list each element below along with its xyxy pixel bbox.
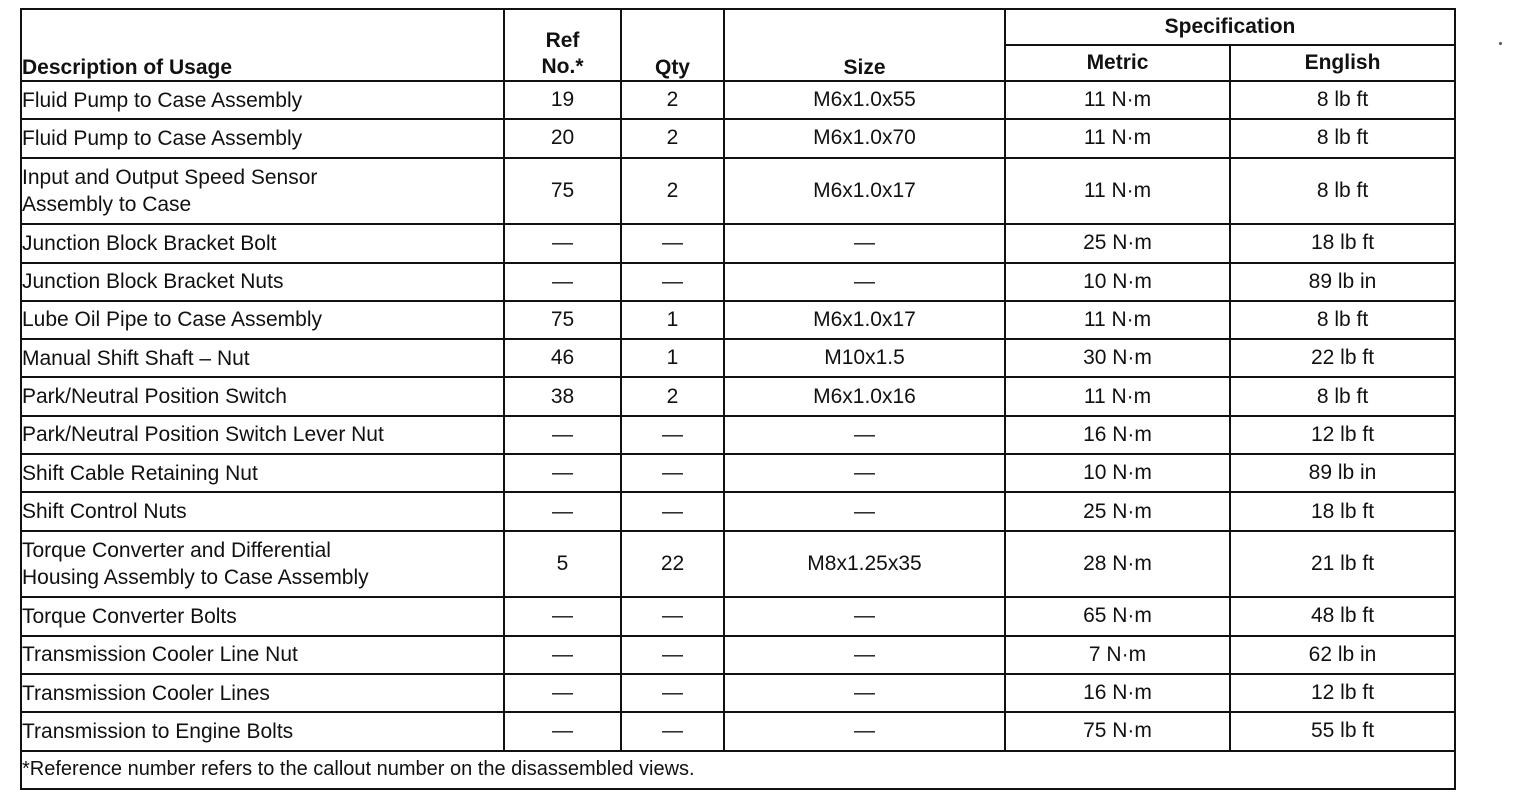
- table-row: [21, 636, 1455, 674]
- cell-metric: 11 N·m: [1005, 81, 1230, 119]
- cell-description: Torque Converter and Differential Housing Assembly to Case Assembly: [21, 531, 504, 598]
- table-row: [21, 454, 1455, 492]
- cell-metric: 28 N·m: [1005, 531, 1230, 598]
- cell-description: Shift Control Nuts: [21, 492, 504, 530]
- cell-ref-no: 19: [504, 81, 621, 119]
- cell-qty: —: [621, 674, 724, 712]
- header-english: English: [1230, 45, 1455, 81]
- table-row: [21, 224, 1455, 262]
- table-row: [21, 301, 1455, 339]
- table-row: [21, 492, 1455, 530]
- cell-qty: —: [621, 712, 724, 750]
- cell-qty: 2: [621, 119, 724, 157]
- cell-ref-no: 20: [504, 119, 621, 157]
- cell-metric: 16 N·m: [1005, 674, 1230, 712]
- cell-description: Transmission to Engine Bolts: [21, 712, 504, 750]
- cell-metric: 10 N·m: [1005, 454, 1230, 492]
- header-ref-line1: Ref: [545, 29, 580, 52]
- cell-description: Shift Cable Retaining Nut: [21, 454, 504, 492]
- cell-english: 55 lb ft: [1230, 712, 1455, 750]
- table-row: [21, 81, 1455, 119]
- cell-size: M6x1.0x17: [724, 158, 1005, 225]
- cell-size: —: [724, 674, 1005, 712]
- cell-qty: —: [621, 492, 724, 530]
- cell-ref-no: —: [504, 454, 621, 492]
- cell-english: 8 lb ft: [1230, 377, 1455, 415]
- table-row: [21, 377, 1455, 415]
- cell-ref-no: —: [504, 224, 621, 262]
- cell-english: 89 lb in: [1230, 263, 1455, 301]
- cell-size: —: [724, 416, 1005, 454]
- cell-ref-no: 75: [504, 158, 621, 225]
- header-qty: Qty: [621, 9, 724, 81]
- cell-size: M6x1.0x17: [724, 301, 1005, 339]
- cell-ref-no: —: [504, 492, 621, 530]
- cell-ref-no: —: [504, 636, 621, 674]
- table-row: [21, 712, 1455, 750]
- cell-description: Junction Block Bracket Bolt: [21, 224, 504, 262]
- cell-english: 21 lb ft: [1230, 531, 1455, 598]
- cell-english: 62 lb in: [1230, 636, 1455, 674]
- cell-ref-no: 46: [504, 339, 621, 377]
- cell-description: Torque Converter Bolts: [21, 597, 504, 635]
- cell-ref-no: —: [504, 674, 621, 712]
- cell-qty: 2: [621, 81, 724, 119]
- cell-qty: —: [621, 416, 724, 454]
- cell-ref-no: 38: [504, 377, 621, 415]
- cell-description: Fluid Pump to Case Assembly: [21, 81, 504, 119]
- header-specification: Specification: [1005, 9, 1455, 45]
- footnote: *Reference number refers to the callout number on the disassembled views.: [21, 751, 1455, 790]
- cell-english: 8 lb ft: [1230, 158, 1455, 225]
- cell-metric: 11 N·m: [1005, 301, 1230, 339]
- cell-english: 22 lb ft: [1230, 339, 1455, 377]
- cell-size: —: [724, 492, 1005, 530]
- footnote-row: [21, 751, 1455, 790]
- header-size: Size: [724, 9, 1005, 81]
- cell-size: M6x1.0x16: [724, 377, 1005, 415]
- cell-metric: 25 N·m: [1005, 224, 1230, 262]
- cell-description: Lube Oil Pipe to Case Assembly: [21, 301, 504, 339]
- cell-qty: 1: [621, 339, 724, 377]
- cell-english: 18 lb ft: [1230, 492, 1455, 530]
- cell-description: Input and Output Speed Sensor Assembly to Case: [21, 158, 504, 225]
- cell-metric: 25 N·m: [1005, 492, 1230, 530]
- cell-qty: 22: [621, 531, 724, 598]
- cell-metric: 11 N·m: [1005, 377, 1230, 415]
- table-row: [21, 263, 1455, 301]
- cell-english: 89 lb in: [1230, 454, 1455, 492]
- cell-size: M6x1.0x55: [724, 81, 1005, 119]
- cell-description: Park/Neutral Position Switch: [21, 377, 504, 415]
- cell-english: 48 lb ft: [1230, 597, 1455, 635]
- cell-size: —: [724, 712, 1005, 750]
- cell-qty: 2: [621, 377, 724, 415]
- cell-description: Park/Neutral Position Switch Lever Nut: [21, 416, 504, 454]
- torque-spec-table: [20, 8, 1456, 790]
- cell-description: Transmission Cooler Lines: [21, 674, 504, 712]
- cell-size: M8x1.25x35: [724, 531, 1005, 598]
- table-row: [21, 119, 1455, 157]
- table-row: [21, 158, 1455, 225]
- cell-size: —: [724, 454, 1005, 492]
- cell-english: 12 lb ft: [1230, 674, 1455, 712]
- cell-ref-no: —: [504, 712, 621, 750]
- cell-description: Fluid Pump to Case Assembly: [21, 119, 504, 157]
- cell-qty: 2: [621, 158, 724, 225]
- cell-english: 18 lb ft: [1230, 224, 1455, 262]
- table-row: [21, 597, 1455, 635]
- speck-mark: [1499, 42, 1502, 45]
- cell-metric: 75 N·m: [1005, 712, 1230, 750]
- table-row: [21, 674, 1455, 712]
- cell-description: Manual Shift Shaft – Nut: [21, 339, 504, 377]
- cell-size: M6x1.0x70: [724, 119, 1005, 157]
- cell-ref-no: —: [504, 597, 621, 635]
- cell-qty: —: [621, 636, 724, 674]
- cell-size: —: [724, 597, 1005, 635]
- cell-ref-no: 75: [504, 301, 621, 339]
- cell-metric: 65 N·m: [1005, 597, 1230, 635]
- table-row: [21, 531, 1455, 598]
- cell-qty: —: [621, 597, 724, 635]
- header-ref-line2: No.*: [541, 55, 584, 78]
- cell-english: 8 lb ft: [1230, 301, 1455, 339]
- table-body: [21, 81, 1455, 789]
- cell-qty: —: [621, 263, 724, 301]
- header-description: Description of Usage: [21, 9, 504, 81]
- cell-qty: —: [621, 224, 724, 262]
- cell-size: —: [724, 224, 1005, 262]
- table-row: [21, 416, 1455, 454]
- cell-size: —: [724, 263, 1005, 301]
- cell-size: —: [724, 636, 1005, 674]
- cell-ref-no: 5: [504, 531, 621, 598]
- cell-metric: 10 N·m: [1005, 263, 1230, 301]
- header-ref-no: [504, 9, 621, 81]
- cell-ref-no: —: [504, 263, 621, 301]
- cell-english: 12 lb ft: [1230, 416, 1455, 454]
- cell-qty: —: [621, 454, 724, 492]
- cell-english: 8 lb ft: [1230, 81, 1455, 119]
- cell-ref-no: —: [504, 416, 621, 454]
- cell-metric: 16 N·m: [1005, 416, 1230, 454]
- cell-description: Junction Block Bracket Nuts: [21, 263, 504, 301]
- cell-metric: 30 N·m: [1005, 339, 1230, 377]
- table-row: [21, 339, 1455, 377]
- cell-metric: 7 N·m: [1005, 636, 1230, 674]
- cell-metric: 11 N·m: [1005, 119, 1230, 157]
- cell-english: 8 lb ft: [1230, 119, 1455, 157]
- cell-description: Transmission Cooler Line Nut: [21, 636, 504, 674]
- cell-size: M10x1.5: [724, 339, 1005, 377]
- cell-metric: 11 N·m: [1005, 158, 1230, 225]
- cell-qty: 1: [621, 301, 724, 339]
- header-metric: Metric: [1005, 45, 1230, 81]
